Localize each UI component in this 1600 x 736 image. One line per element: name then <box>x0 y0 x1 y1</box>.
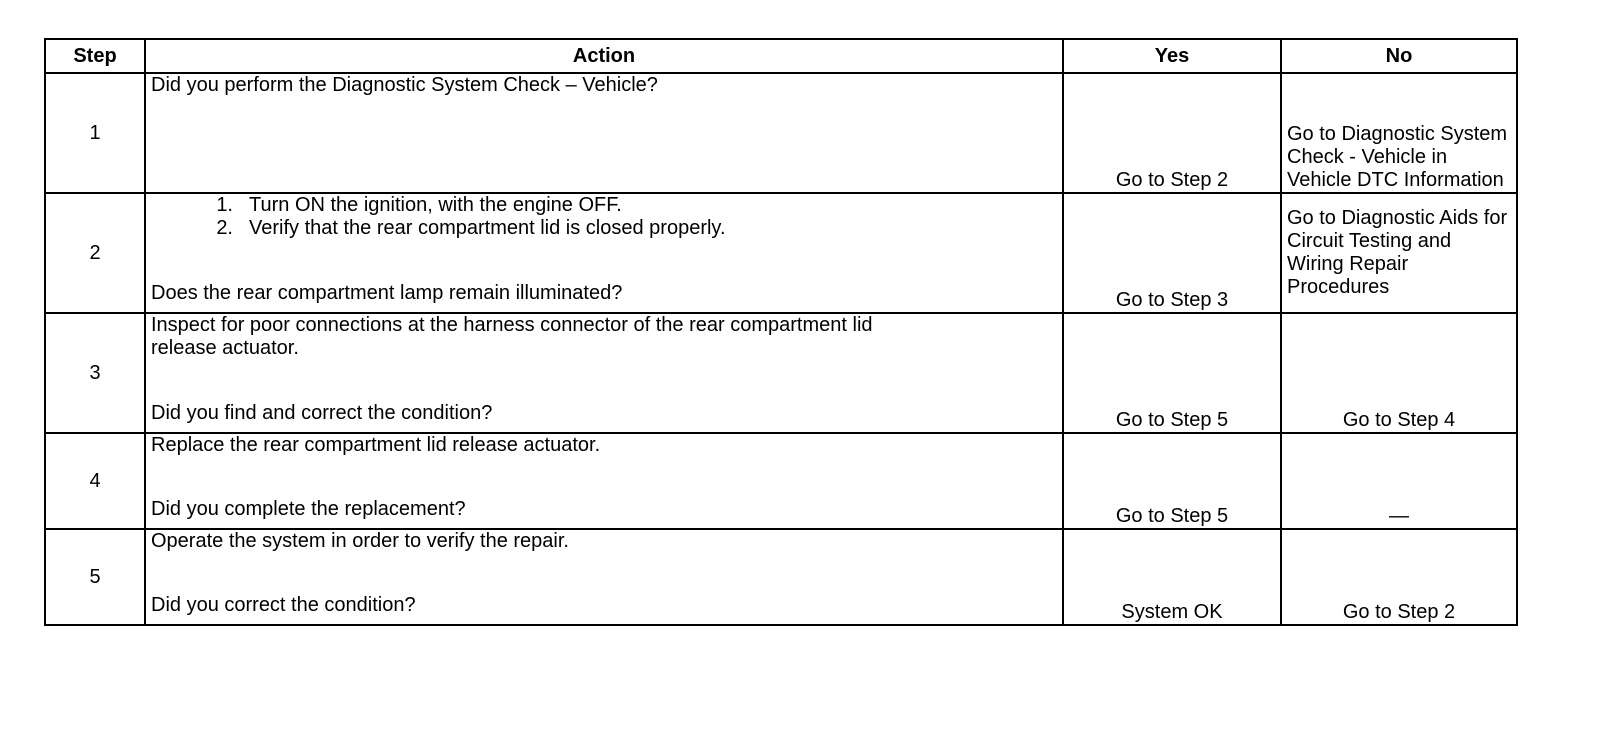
table-row <box>45 313 1517 433</box>
step-number: 5 <box>45 529 145 625</box>
yes-result: Go to Step 5 <box>1063 313 1281 433</box>
step-number: 1 <box>45 73 145 193</box>
list-item-number: 1. <box>216 194 233 216</box>
header-row <box>45 39 1517 73</box>
header-yes: Yes <box>1063 39 1281 73</box>
step-number: 4 <box>45 433 145 529</box>
step-number: 2 <box>45 193 145 313</box>
no-result: Go to Diagnostic System Check - Vehicle in Vehicle DTC Information <box>1281 73 1517 193</box>
list-item-text: Turn ON the ignition, with the engine OFF. <box>249 194 622 216</box>
action-cell <box>145 433 1063 529</box>
action-cell <box>145 73 1063 193</box>
yes-result: Go to Step 5 <box>1063 433 1281 529</box>
instruction-list <box>151 194 1057 240</box>
header-action: Action <box>145 39 1063 73</box>
list-item <box>216 194 1057 217</box>
no-result: Go to Diagnostic Aids for Circuit Testing and Wiring Repair Procedures <box>1281 193 1517 313</box>
list-item <box>216 217 1057 240</box>
header-step: Step <box>45 39 145 73</box>
action-question: Did you perform the Diagnostic System Check – Vehicle? <box>151 74 658 96</box>
table-row <box>45 433 1517 529</box>
no-result: Go to Step 2 <box>1281 529 1517 625</box>
step-number: 3 <box>45 313 145 433</box>
list-item-number: 2. <box>216 217 233 239</box>
table-row <box>45 73 1517 193</box>
no-result: Go to Step 4 <box>1281 313 1517 433</box>
table-row <box>45 193 1517 313</box>
action-instruction: Operate the system in order to verify the repair. <box>151 530 569 552</box>
action-instruction: Replace the rear compartment lid release actuator. <box>151 434 601 456</box>
action-question: Did you find and correct the condition? <box>151 402 493 424</box>
action-question: Did you correct the condition? <box>151 594 416 616</box>
action-cell <box>145 529 1063 625</box>
action-instruction: Inspect for poor connections at the harness connector of the rear compartment lid release actuator. <box>151 314 873 359</box>
header-no: No <box>1281 39 1517 73</box>
action-cell <box>145 193 1063 313</box>
action-question: Does the rear compartment lamp remain illuminated? <box>151 282 623 304</box>
no-result: — <box>1281 433 1517 529</box>
yes-result: System OK <box>1063 529 1281 625</box>
list-item-text: Verify that the rear compartment lid is closed properly. <box>249 217 726 239</box>
yes-result: Go to Step 2 <box>1063 73 1281 193</box>
action-cell <box>145 313 1063 433</box>
diagnostic-table <box>44 38 1518 626</box>
action-question: Did you complete the replacement? <box>151 498 466 520</box>
table-row <box>45 529 1517 625</box>
yes-result: Go to Step 3 <box>1063 193 1281 313</box>
